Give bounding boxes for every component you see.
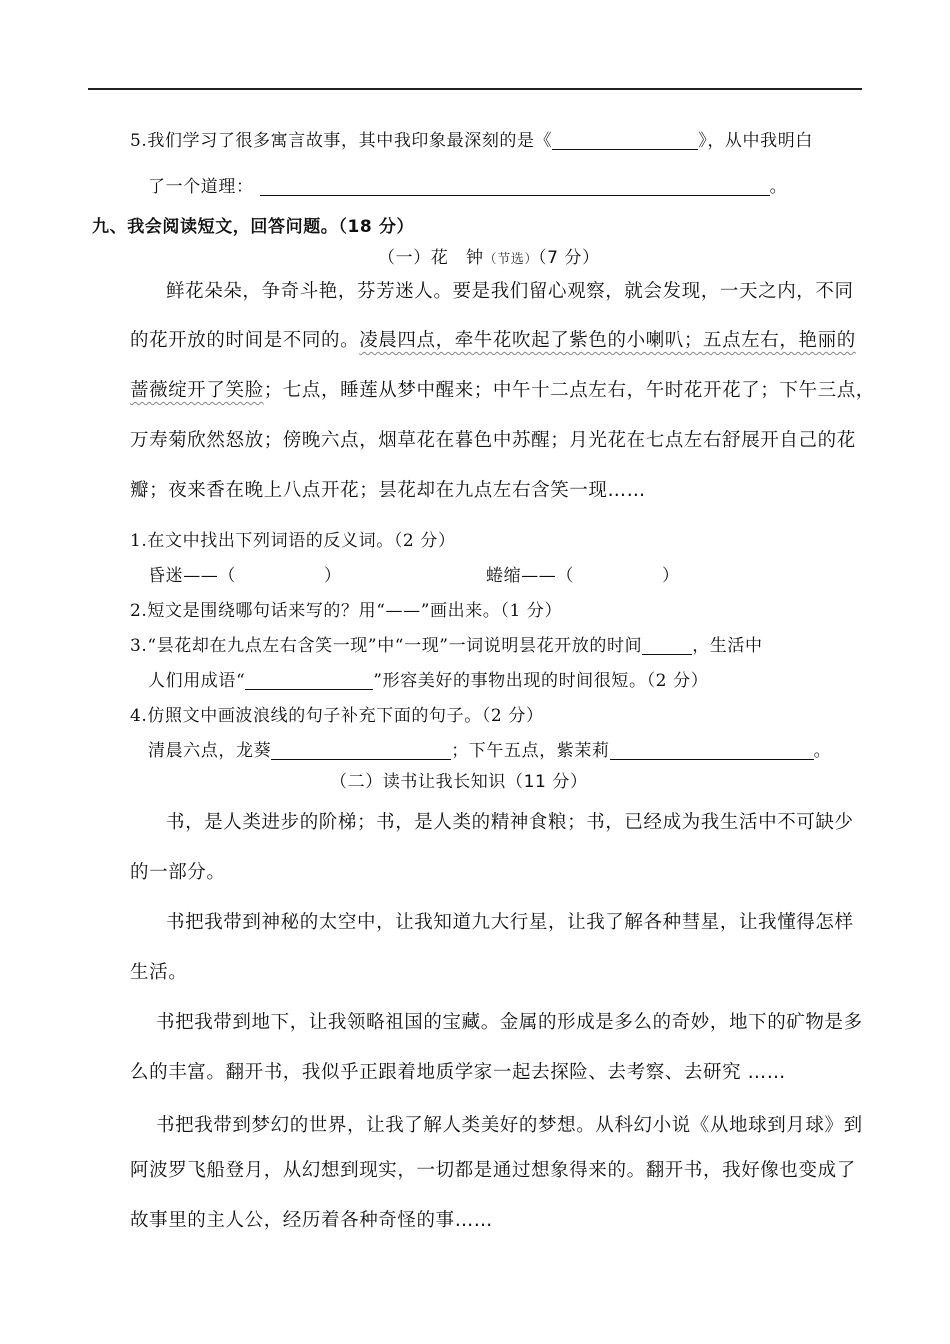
- section9-heading: 九、我会阅读短文，回答问题。（18 分）: [92, 217, 415, 237]
- wavy-underlined-sentence: 凌晨四点，牵牛花吹起了紫色的小喇叭；五点左右，艳丽的: [359, 330, 856, 351]
- q5-book-blank[interactable]: [552, 131, 698, 150]
- question-4-answer-line: [148, 736, 831, 761]
- part2-para-line2: 的一部分。: [130, 862, 226, 883]
- q4-text-a: 清晨六点，龙葵: [148, 741, 272, 761]
- q5-text-a: 5.我们学习了很多寓言故事，其中我印象最深刻的是《: [130, 131, 553, 151]
- q3-text-a: 3.“昙花却在九点左右含笑一现”中“一现”一词说明昙花开放的时间: [130, 636, 643, 656]
- q3-text-d: ”形容美好的事物出现的时间很短。（2 分）: [373, 671, 709, 691]
- q1-antonym-a[interactable]: 昏迷——（ ）: [148, 566, 342, 586]
- part1-para-line2: [130, 326, 856, 352]
- part2-title: （二）读书让我长知识（11 分）: [330, 772, 588, 792]
- part1-text: 的花开放的时间是不同的。: [130, 330, 360, 351]
- q5-period: 。: [769, 177, 788, 197]
- wavy-underlined-sentence-end: 蔷薇绽开了笑脸: [130, 380, 264, 401]
- q3-text-b: ，生活中: [692, 636, 763, 656]
- q5-text-c: 了一个道理：: [148, 177, 254, 197]
- header-rule: [88, 88, 862, 90]
- part1-title-main: （一）花 钟: [378, 248, 484, 268]
- q5-text-b: 》，从中我明白: [698, 131, 813, 151]
- q3-idiom-blank[interactable]: [245, 671, 373, 690]
- part1-text: ；七点，睡莲从梦中醒来；中午十二点左右，午时花开花了；下午三点，: [263, 380, 875, 401]
- question-3-line1: [130, 631, 763, 656]
- question-1: 1.在文中找出下列词语的反义词。（2 分）: [130, 531, 456, 551]
- q1-antonym-b[interactable]: 蜷缩——（ ）: [486, 566, 680, 586]
- part1-para-line1: 鲜花朵朵，争奇斗艳，芬芳迷人。要是我们留心观察，就会发现，一天之内，不同: [166, 281, 854, 302]
- part2-para-line6: 么的丰富。翻开书，我似乎正跟着地质学家一起去探险、去考察、去研究 ……: [130, 1062, 786, 1083]
- q4-blank-b[interactable]: [610, 741, 814, 760]
- part1-title-score: （7 分）: [538, 248, 600, 268]
- part2-para-line7: 书把我带到梦幻的世界，让我了解人类美好的梦想。从科幻小说《从地球到月球》到: [156, 1115, 863, 1136]
- question-3-line2: [148, 666, 708, 691]
- part1-para-line5: 瓣；夜来香在晚上八点开花；昙花却在九点左右含笑一现……: [130, 480, 646, 501]
- part2-para-line9: 故事里的主人公，经历着各种奇怪的事……: [130, 1210, 493, 1231]
- part1-para-line4: 万寿菊欣然怒放；傍晚六点，烟草花在暮色中苏醒；月光花在七点左右舒展开自己的花: [130, 430, 856, 451]
- q5-line1: [130, 126, 813, 151]
- part2-para-line1: 书，是人类进步的阶梯；书，是人类的精神食粮；书，已经成为我生活中不可缺少: [166, 812, 854, 833]
- part1-title: [378, 243, 600, 268]
- q4-blank-a[interactable]: [271, 741, 451, 760]
- q4-text-b: ；下午五点，紫茉莉: [451, 741, 610, 761]
- part2-para-line5: 书把我带到地下，让我领略祖国的宝藏。金属的形成是多么的奇妙，地下的矿物是多: [156, 1012, 863, 1033]
- part1-para-line3: [130, 376, 875, 402]
- q4-period: 。: [813, 741, 832, 761]
- part2-para-line8: 阿波罗飞船登月，从幻想到现实，一切都是通过想象得来的。翻开书，我好像也变成了: [130, 1160, 856, 1181]
- part2-para-line4: 生活。: [130, 962, 188, 983]
- question-2: 2.短文是围绕哪句话来写的？用“——”画出来。（1 分）: [130, 601, 563, 621]
- q3-text-c: 人们用成语“: [148, 671, 246, 691]
- part1-title-note: （节选）: [483, 252, 539, 267]
- q5-line2: [148, 172, 787, 197]
- part2-para-line3: 书把我带到神秘的太空中，让我知道九大行星，让我了解各种彗星，让我懂得怎样: [166, 912, 854, 933]
- question-4: 4.仿照文中画波浪线的句子补充下面的句子。（2 分）: [130, 706, 544, 726]
- q3-time-blank[interactable]: [642, 636, 692, 655]
- q5-reason-blank[interactable]: [260, 177, 770, 196]
